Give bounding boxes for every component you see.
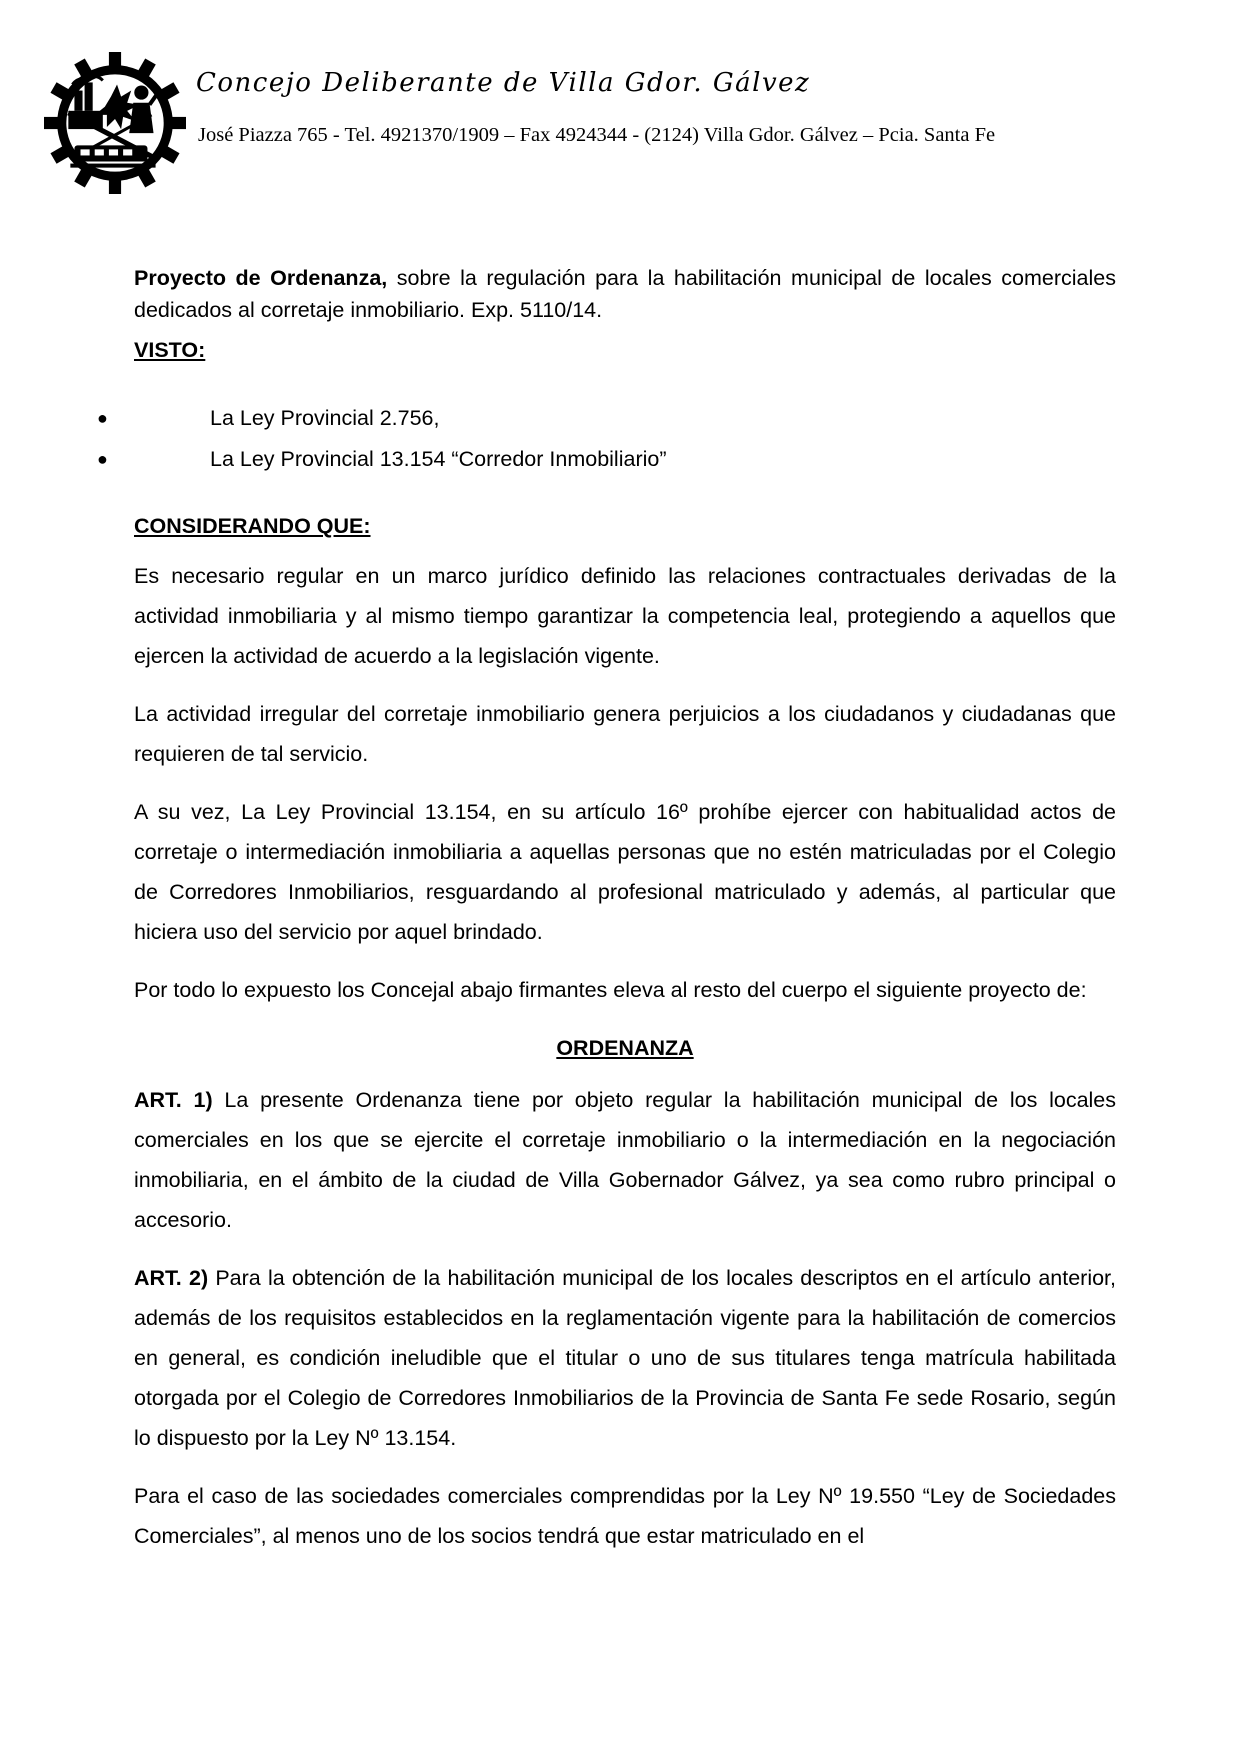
- project-description: sobre la regulación para la habilitación municipal de locales comerciales dedicados al corretaje inmobiliario. Exp. 5110/14.: [134, 266, 1116, 322]
- list-item: [97, 439, 1116, 480]
- visto-item-text: La Ley Provincial 13.154 “Corredor Inmobiliario”: [210, 447, 667, 471]
- article-1-text: La presente Ordenanza tiene por objeto regular la habilitación municipal de los locales comerciales en los que se ejercite el corretaje inmobiliario o la intermediación en la negociación inmobiliaria, en el ámbito de la ciudad de Villa Gobernador Gálvez, ya sea como rubro principal o accesorio.: [134, 1088, 1117, 1232]
- article-2: [134, 1258, 1116, 1458]
- visto-list: [97, 398, 1116, 480]
- considerando-paragraph: Por todo lo expuesto los Concejal abajo firmantes eleva al resto del cuerpo el siguiente proyecto de:: [134, 978, 1087, 1002]
- considerando-paragraph: Es necesario regular en un marco jurídico definido las relaciones contractuales derivadas de la actividad inmobiliaria y al mismo tiempo garantizar la competencia leal, protegiendo a aquellos que ejercen la actividad de acuerdo a la legislación vigente.: [134, 564, 1116, 668]
- project-lead: Proyecto de Ordenanza,: [134, 266, 388, 290]
- article-2-label: ART. 2): [134, 1266, 209, 1290]
- considerando-paragraph: La actividad irregular del corretaje inmobiliario genera perjuicios a los ciudadanos y ciudadanas que requieren de tal servicio.: [134, 702, 1116, 766]
- ordenanza-heading: ORDENANZA: [556, 1036, 694, 1060]
- considerando-paragraph: A su vez, La Ley Provincial 13.154, en su artículo 16º prohíbe ejercer con habitualidad actos de corretaje o intermediación inmobiliaria a aquellas personas que no estén matriculadas por el Colegio de Corredores Inmobiliarios, resguardando al profesional matriculado y además, al particular que hiciera uso del servicio por aquel brindado.: [134, 800, 1116, 944]
- article-2-text: Para la obtención de la habilitación municipal de los locales descriptos en el artículo anterior, además de los requisitos establecidos en la reglamentación vigente para la habilitación de comercios en general, es condición ineludible que el titular o uno de sus titulares tenga matrícula habilitada otorgada por el Colegio de Corredores Inmobiliarios de la Provincia de Santa Fe sede Rosario, según lo dispuesto por la Ley Nº 13.154.: [134, 1266, 1117, 1450]
- council-address: José Piazza 765 - Tel. 4921370/1909 – Fax 4924344 - (2124) Villa Gdor. Gálvez – Pcia. Santa Fe: [198, 124, 996, 146]
- document-body: [97, 262, 1117, 1556]
- closing-paragraph: Para el caso de las sociedades comerciales comprendidas por la Ley Nº 19.550 “Ley de Sociedades Comerciales”, al menos uno de los socios tendrá que estar matriculado en el: [134, 1484, 1116, 1548]
- list-item: [97, 398, 1116, 439]
- article-1-label: ART. 1): [134, 1088, 213, 1112]
- letterhead: [0, 0, 1241, 210]
- considerando-heading: CONSIDERANDO QUE:: [134, 514, 371, 538]
- bullet-icon: ●: [97, 449, 108, 469]
- council-name: Concejo Deliberante de Villa Gdor. Gálvez: [196, 68, 811, 98]
- visto-heading: VISTO:: [134, 338, 206, 362]
- visto-item-text: La Ley Provincial 2.756,: [210, 406, 440, 430]
- article-1: [134, 1080, 1116, 1240]
- municipal-gear-seal-icon: [44, 52, 186, 194]
- project-intro: [134, 262, 1116, 326]
- bullet-icon: ●: [97, 408, 108, 428]
